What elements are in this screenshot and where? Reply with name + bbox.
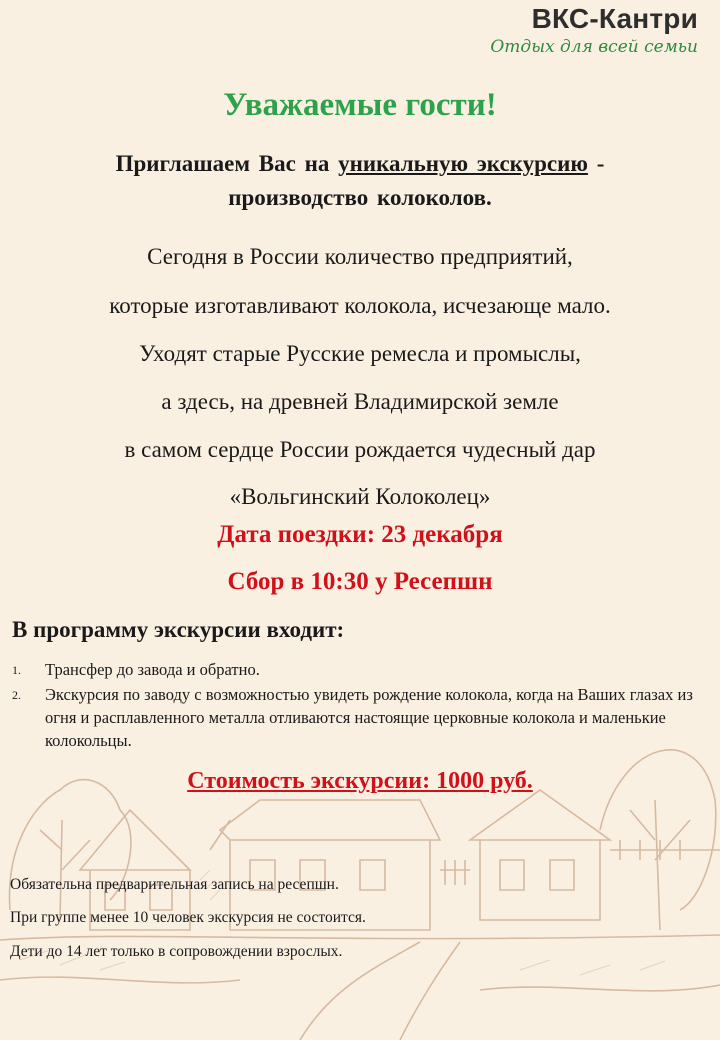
description-line: Сегодня в России количество предприятий, bbox=[147, 244, 573, 269]
logo-name: ВКС-Кантри bbox=[531, 3, 698, 34]
note: При группе менее 10 человек экскурсия не состоится. bbox=[10, 909, 366, 926]
program-title: В программу экскурсии входит: bbox=[12, 617, 345, 642]
list-number: 2. bbox=[12, 688, 21, 702]
description-line: «Вольгинский Колоколец» bbox=[229, 484, 491, 509]
description-line: в самом сердце России рождается чудесный дар bbox=[124, 437, 596, 462]
description-line: которые изготавливают колокола, исчезающе мало. bbox=[109, 293, 611, 318]
list-item bbox=[12, 658, 712, 681]
program-list bbox=[12, 658, 712, 754]
meeting-info: Сбор в 10:30 у Ресепшн bbox=[227, 568, 493, 595]
description-line: Уходят старые Русские ремесла и промыслы, bbox=[139, 341, 581, 366]
trip-date: Дата поездки: 23 декабря bbox=[217, 521, 503, 548]
note: Дети до 14 лет только в сопровождении взрослых. bbox=[10, 943, 343, 960]
list-number: 1. bbox=[12, 663, 21, 677]
logo-tagline: Отдых для всей семьи bbox=[490, 37, 698, 57]
invite-highlight: уникальную экскурсию bbox=[338, 151, 588, 176]
list-item-text: Экскурсия по заводу с возможностью увидеть рождение колокола, когда на Ваших глазах из огня и расплавленного металла отливаются настоящие церковные колокола и маленькие колокольцы. bbox=[45, 685, 693, 750]
greeting-heading: Уважаемые гости! bbox=[223, 87, 497, 123]
invite-part1: Приглашаем Вас на bbox=[115, 151, 339, 176]
brand-logo bbox=[490, 4, 698, 58]
invite-line2: производство колоколов. bbox=[228, 185, 492, 210]
description-line: а здесь, на древней Владимирской земле bbox=[161, 389, 559, 414]
price: Стоимость экскурсии: 1000 руб. bbox=[187, 768, 533, 794]
list-item bbox=[12, 683, 712, 752]
invite-text bbox=[0, 147, 720, 215]
list-item-text: Трансфер до завода и обратно. bbox=[45, 660, 260, 679]
invite-part2: - bbox=[587, 151, 605, 176]
note: Обязательна предварительная запись на ресепшн. bbox=[10, 876, 339, 893]
